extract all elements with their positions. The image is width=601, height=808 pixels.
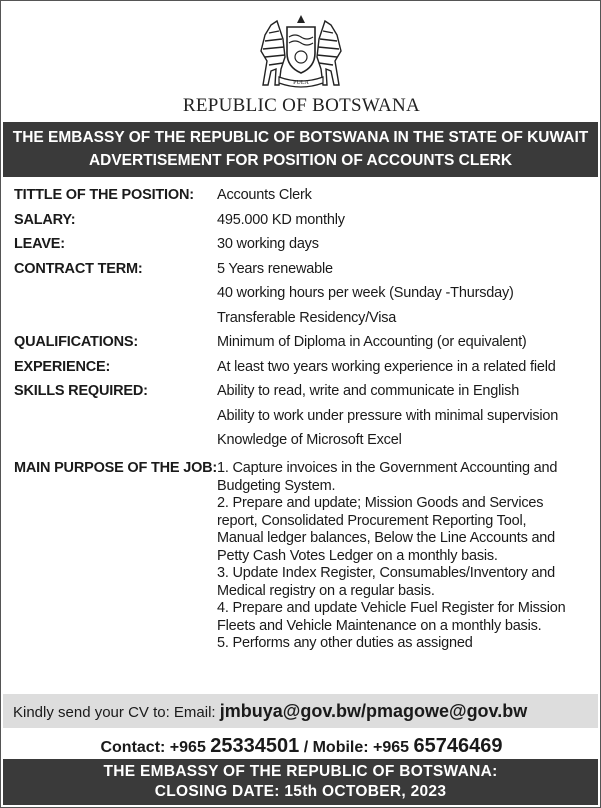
skills-value-pressure: Ability to work under pressure with minimal supervision bbox=[217, 407, 559, 424]
experience-label: EXPERIENCE: bbox=[14, 358, 111, 375]
botswana-coat-of-arms-icon bbox=[249, 13, 353, 89]
duty-line: Medical registry on a regular basis. bbox=[217, 582, 435, 599]
duty-line: Fleets and Vehicle Maintenance on a monthly basis. bbox=[217, 617, 542, 634]
duty-line: 2. Prepare and update; Mission Goods and Services bbox=[217, 495, 544, 511]
duty-line: 3. Update Index Register, Consumables/Inventory and bbox=[217, 565, 556, 581]
svg-text:PULA: PULA bbox=[293, 80, 309, 86]
country-name-heading: REPUBLIC OF BOTSWANA bbox=[182, 95, 421, 116]
duty-line: 4. Prepare and update Vehicle Fuel Register for Mission bbox=[217, 600, 566, 616]
main-purpose-section bbox=[14, 460, 594, 653]
skills-value-english: Ability to read, write and communicate in English bbox=[217, 383, 520, 399]
duty-line: Manual ledger balances, Below the Line Accounts and bbox=[217, 530, 556, 546]
contract-row-hours bbox=[14, 281, 594, 306]
title-value: Accounts Clerk bbox=[217, 187, 312, 203]
salary-row bbox=[14, 208, 594, 233]
mobile-label: / Mobile: +965 bbox=[299, 739, 414, 756]
contract-label: CONTRACT TERM: bbox=[14, 260, 143, 277]
contract-residency-value: Transferable Residency/Visa bbox=[217, 309, 397, 326]
position-details bbox=[14, 183, 594, 453]
skills-row-excel bbox=[14, 428, 594, 453]
salary-label: SALARY: bbox=[14, 211, 76, 228]
title-banner bbox=[3, 122, 598, 177]
cv-submission-bar bbox=[3, 694, 598, 728]
skills-label: SKILLS REQUIRED: bbox=[14, 383, 148, 399]
closing-date: CLOSING DATE: 15th OCTOBER, 2023 bbox=[154, 783, 447, 800]
qualifications-value: Minimum of Diploma in Accounting (or equivalent) bbox=[217, 334, 527, 350]
skills-row-pressure bbox=[14, 404, 594, 429]
duty-line: Budgeting System. bbox=[217, 477, 336, 494]
duties-list bbox=[217, 460, 587, 653]
skills-value-excel: Knowledge of Microsoft Excel bbox=[217, 432, 402, 448]
qualifications-label: QUALIFICATIONS: bbox=[14, 334, 138, 350]
leave-value: 30 working days bbox=[217, 236, 319, 252]
duty-line: Petty Cash Votes Ledger on a monthly basis. bbox=[217, 547, 498, 564]
contact-label: Contact: +965 bbox=[100, 739, 211, 756]
contract-row-residency bbox=[14, 306, 594, 331]
contact-number: 25334501 bbox=[210, 735, 300, 757]
duty-line: report, Consolidated Procurement Reporting Tool, bbox=[217, 512, 527, 529]
contract-hours-value: 40 working hours per week (Sunday -Thursday) bbox=[217, 285, 514, 301]
banner-line-advertisement: ADVERTISEMENT FOR POSITION OF ACCOUNTS CLERK bbox=[88, 152, 513, 169]
email-link[interactable]: jmbuya@gov.bw/pmagowe@gov.bw bbox=[219, 701, 528, 721]
title-row bbox=[14, 183, 594, 208]
leave-label: LEAVE: bbox=[14, 236, 65, 252]
contract-row bbox=[14, 257, 594, 282]
experience-value: At least two years working experience in a related field bbox=[217, 358, 556, 375]
duty-line: 5. Performs any other duties as assigned bbox=[217, 635, 473, 651]
qualifications-row bbox=[14, 330, 594, 355]
closing-footer bbox=[3, 759, 598, 805]
experience-row bbox=[14, 355, 594, 380]
mobile-number: 65746469 bbox=[413, 735, 503, 757]
banner-line-embassy: THE EMBASSY OF THE REPUBLIC OF BOTSWANA IN THE STATE OF KUWAIT bbox=[12, 129, 589, 146]
contact-line bbox=[1, 733, 601, 761]
footer-embassy: THE EMBASSY OF THE REPUBLIC OF BOTSWANA: bbox=[103, 763, 498, 780]
skills-row bbox=[14, 379, 594, 404]
contract-value: 5 Years renewable bbox=[217, 260, 333, 277]
title-label: TITTLE OF THE POSITION: bbox=[14, 187, 194, 203]
salary-value: 495.000 KD monthly bbox=[217, 211, 345, 228]
duty-line: 1. Capture invoices in the Government Accounting and bbox=[217, 460, 558, 476]
main-purpose-label: MAIN PURPOSE OF THE JOB: bbox=[14, 460, 218, 476]
cv-instruction: Kindly send your CV to: Email: bbox=[13, 704, 220, 721]
leave-row bbox=[14, 232, 594, 257]
